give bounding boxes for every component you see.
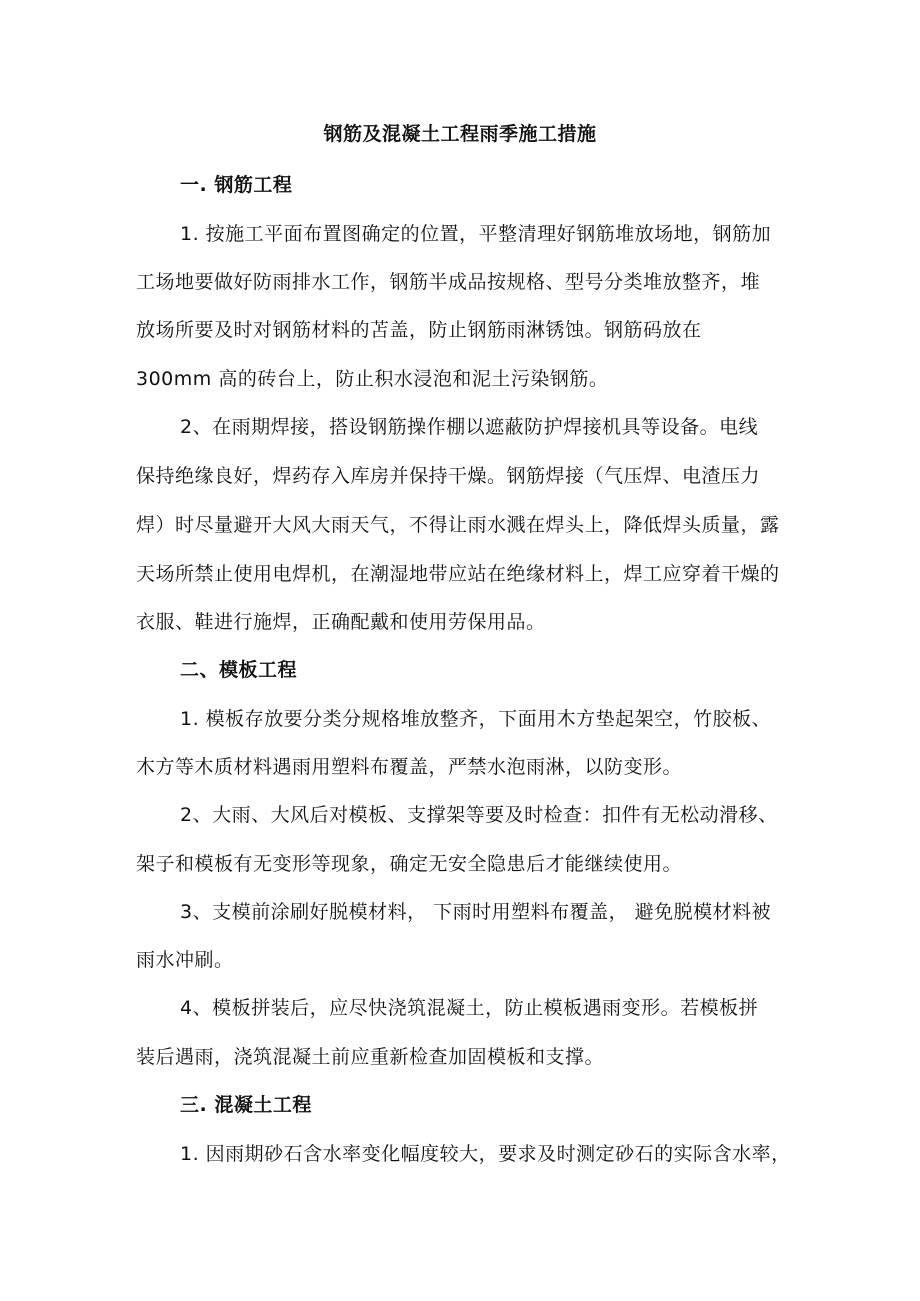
paragraph-line: 衣服、鞋进行施焊，正确配戴和使用劳保用品。 <box>136 611 546 633</box>
paragraph-line: 1. 因雨期砂石含水率变化幅度较大，要求及时测定砂石的实际含水率， <box>180 1143 791 1165</box>
paragraph-line: 2、在雨期焊接，搭设钢筋操作棚以遮蔽防护焊接机具等设备。电线 <box>180 416 759 438</box>
paragraph-line: 工场地要做好防雨排水工作，钢筋半成品按规格、型号分类堆放整齐，堆 <box>136 271 761 293</box>
section-heading-rebar: 一. 钢筋工程 <box>180 174 293 196</box>
paragraph-line: 1. 模板存放要分类分规格堆放整齐，下面用木方垫起架空，竹胶板、 <box>180 708 772 730</box>
paragraph-line: 保持绝缘良好，焊药存入库房并保持干燥。钢筋焊接（气压焊、电渣压力 <box>136 465 761 487</box>
paragraph-line: 装后遇雨，浇筑混凝土前应重新检查加固模板和支撑。 <box>136 1046 605 1068</box>
paragraph-line: 2、大雨、大风后对模板、支撑架等要及时检查：扣件有无松动滑移、 <box>180 804 778 826</box>
paragraph-line: 木方等木质材料遇雨用塑料布覆盖，严禁水泡雨淋，以防变形。 <box>136 756 683 778</box>
paragraph-line: 天场所禁止使用电焊机，在潮湿地带应站在绝缘材料上，焊工应穿着干燥的 <box>136 563 780 585</box>
paragraph-line: 1. 按施工平面布置图确定的位置，平整清理好钢筋堆放场地，钢筋加 <box>180 223 772 245</box>
paragraph-line: 300mm 高的砖台上，防止积水浸泡和泥土污染钢筋。 <box>136 368 609 390</box>
paragraph-line: 架子和模板有无变形等现象，确定无安全隐患后才能继续使用。 <box>136 853 683 875</box>
paragraph-line: 雨水冲刷。 <box>136 949 234 971</box>
section-heading-formwork: 二、模板工程 <box>180 659 298 681</box>
section-heading-concrete: 三. 混凝土工程 <box>180 1094 312 1116</box>
paragraph-line: 4、模板拼装后，应尽快浇筑混凝土，防止模板遇雨变形。若模板拼 <box>180 997 759 1019</box>
paragraph-line: 放场所要及时对钢筋材料的苫盖，防止钢筋雨淋锈蚀。钢筋码放在 <box>136 319 702 341</box>
paragraph-line: 焊）时尽量避开大风大雨天气，不得让雨水溅在焊头上，降低焊头质量，露 <box>136 514 780 536</box>
document-title: 钢筋及混凝土工程雨季施工措施 <box>323 123 597 145</box>
paragraph-line: 3、支模前涂刷好脱模材料， 下雨时用塑料布覆盖， 避免脱模材料被 <box>180 901 772 923</box>
